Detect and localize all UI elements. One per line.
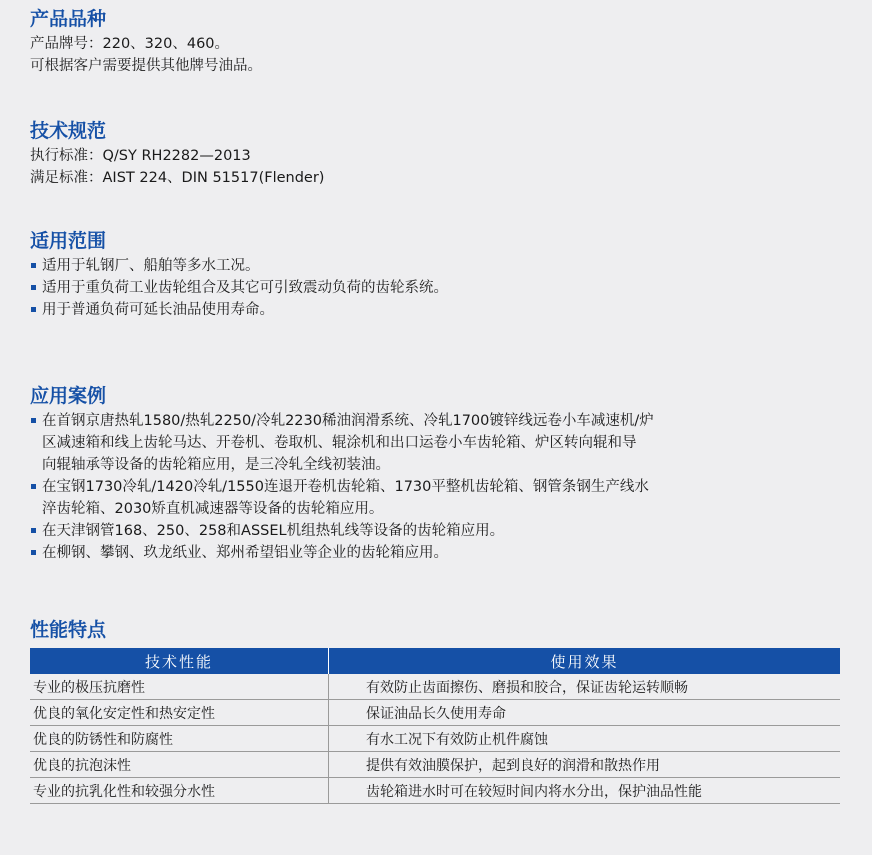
performance-heading: 性能特点 bbox=[30, 619, 107, 641]
list-item bbox=[30, 520, 842, 542]
table-row bbox=[30, 726, 840, 752]
cases-list bbox=[30, 410, 842, 564]
list-item: 用于普通负荷可延长油品使用寿命。 bbox=[30, 299, 842, 321]
table-row bbox=[30, 778, 840, 804]
table-row bbox=[30, 752, 840, 778]
product-line: 可根据客户需要提供其他牌号油品。 bbox=[30, 58, 262, 74]
scope-heading: 适用范围 bbox=[30, 230, 107, 252]
product-heading: 产品品种 bbox=[30, 8, 107, 30]
list-item bbox=[30, 476, 842, 520]
table-cell: 优良的防锈性和防腐性 bbox=[30, 726, 329, 752]
table-row bbox=[30, 674, 840, 700]
table-cell: 有水工况下有效防止机件腐蚀 bbox=[329, 726, 841, 752]
table-cell: 优良的氧化安定性和热安定性 bbox=[30, 700, 329, 726]
table-cell: 专业的抗乳化性和较强分水性 bbox=[30, 778, 329, 804]
table-cell: 有效防止齿面擦伤、磨损和胶合，保证齿轮运转顺畅 bbox=[329, 674, 841, 700]
list-item-line: 在柳钢、攀钢、玖龙纸业、郑州希望铝业等企业的齿轮箱应用。 bbox=[42, 545, 448, 561]
cases-heading: 应用案例 bbox=[30, 385, 107, 407]
performance-table bbox=[30, 648, 840, 804]
list-item bbox=[30, 542, 842, 564]
list-item: 适用于重负荷工业齿轮组合及其它可引致震动负荷的齿轮系统。 bbox=[30, 277, 842, 299]
table-cell: 保证油品长久使用寿命 bbox=[329, 700, 841, 726]
list-item-line: 在宝钢1730冷轧/1420冷轧/1550连退开卷机齿轮箱、1730平整机齿轮箱、钢管条钢生产线水 bbox=[42, 479, 649, 495]
spec-line: 满足标准：AIST 224、DIN 51517(Flender) bbox=[30, 170, 325, 186]
list-item-line: 在首钢京唐热轧1580/热轧2250/冷轧2230稀油润滑系统、冷轧1700镀锌线远卷小车减速机/炉 bbox=[42, 413, 654, 429]
product-section bbox=[30, 7, 842, 77]
spec-heading: 技术规范 bbox=[30, 120, 107, 142]
list-item: 适用于轧钢厂、船舶等多水工况。 bbox=[30, 255, 842, 277]
performance-section bbox=[30, 618, 842, 644]
table-cell: 专业的极压抗磨性 bbox=[30, 674, 329, 700]
scope-list bbox=[30, 255, 842, 321]
list-item-line: 在天津钢管168、250、258和ASSEL机组热轧线等设备的齿轮箱应用。 bbox=[42, 523, 505, 539]
list-item-line: 向辊轴承等设备的齿轮箱应用，是三冷轧全线初装油。 bbox=[42, 457, 390, 473]
column-header: 技术性能 bbox=[30, 648, 329, 674]
table-cell: 优良的抗泡沫性 bbox=[30, 752, 329, 778]
column-header: 使用效果 bbox=[329, 648, 841, 674]
spec-section bbox=[30, 119, 842, 189]
list-item-line: 区减速箱和线上齿轮马达、开卷机、卷取机、辊涂机和出口运卷小车齿轮箱、炉区转向辊和导 bbox=[42, 435, 637, 451]
list-item-line: 淬齿轮箱、2030矫直机减速器等设备的齿轮箱应用。 bbox=[42, 501, 384, 517]
cases-section bbox=[30, 384, 842, 564]
table-header-row bbox=[30, 648, 840, 674]
table-cell: 提供有效油膜保护，起到良好的润滑和散热作用 bbox=[329, 752, 841, 778]
list-item bbox=[30, 410, 842, 476]
scope-section bbox=[30, 229, 842, 321]
product-line: 产品牌号：220、320、460。 bbox=[30, 36, 230, 52]
table-row bbox=[30, 700, 840, 726]
table-cell: 齿轮箱进水时可在较短时间内将水分出，保护油品性能 bbox=[329, 778, 841, 804]
spec-line: 执行标准：Q/SY RH2282—2013 bbox=[30, 148, 251, 164]
